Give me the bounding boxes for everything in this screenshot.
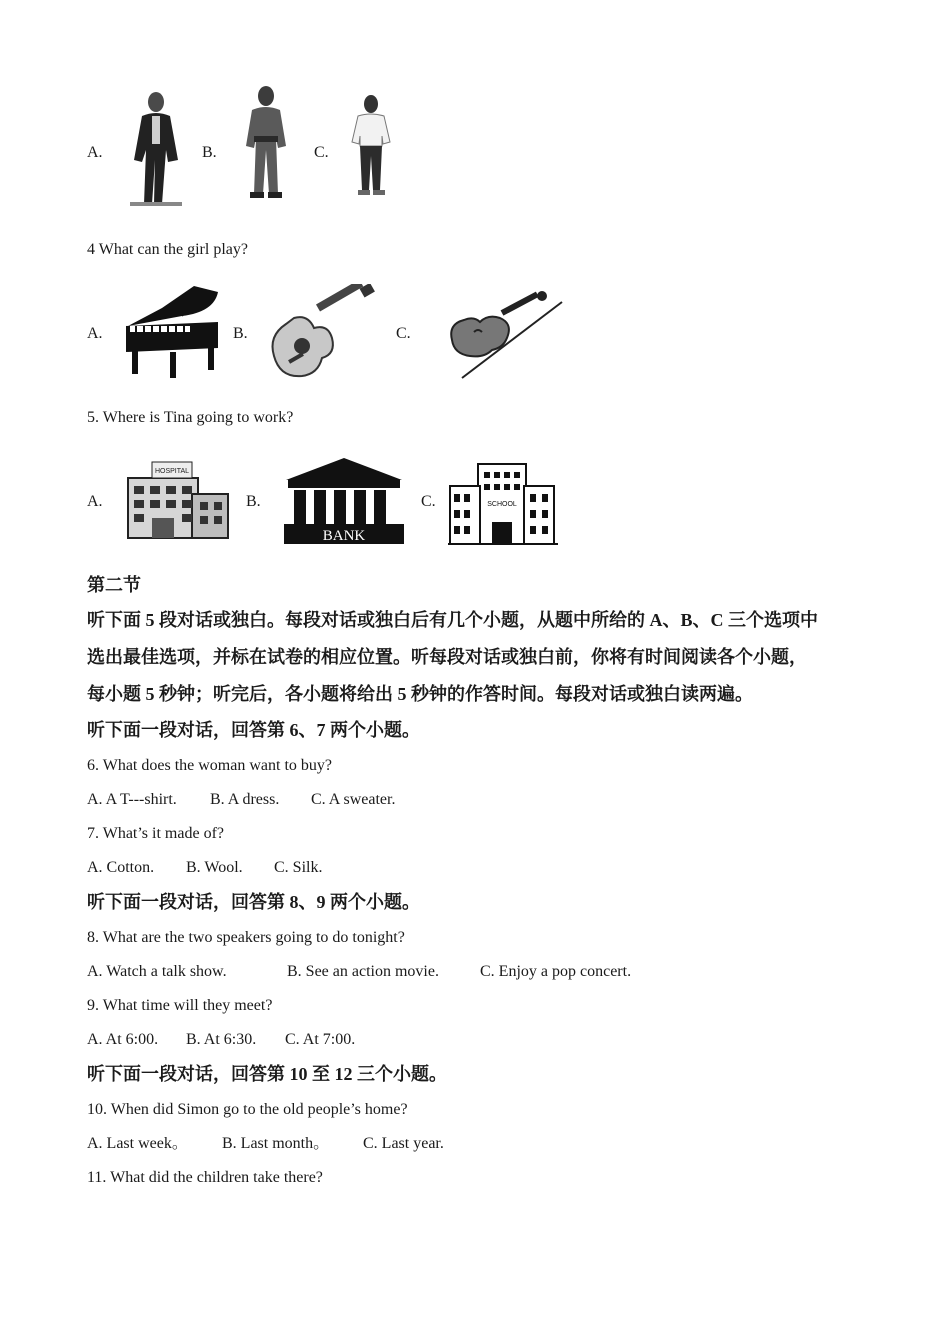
q8-option-c: C. Enjoy a pop concert. — [480, 963, 632, 980]
bank-sign: BANK — [322, 528, 366, 544]
q4-option-b-label: B. — [233, 325, 248, 342]
section2-title: 第二节 — [87, 575, 141, 595]
section2-instructions-line-2: 选出最佳选项，并标在试卷的相应位置。听每段对话或独白前，你将有时间阅读各个小题， — [87, 647, 807, 667]
q6-option-c: C. A sweater. — [311, 791, 396, 808]
q3-option-a-label: A. — [87, 144, 103, 161]
man-in-shirt-image — [236, 84, 296, 202]
hospital-image — [122, 458, 230, 542]
q6-option-a: A. A T---shirt. — [87, 791, 177, 808]
school-sign: SCHOOL — [487, 501, 517, 508]
q9-question: 9. What time will they meet? — [87, 997, 273, 1014]
q3-option-c-label: C. — [314, 144, 329, 161]
q10-option-b: B. Last month。 — [222, 1135, 330, 1152]
q8-option-b: B. See an action movie. — [287, 963, 439, 980]
violin-image — [444, 288, 566, 382]
dialogue-3-heading: 听下面一段对话，回答第 10 至 12 三个小题。 — [87, 1064, 447, 1084]
q9-option-c: C. At 7:00. — [285, 1031, 356, 1048]
q4-option-a-label: A. — [87, 325, 103, 342]
q7-question: 7. What’s it made of? — [87, 825, 224, 842]
q8-option-a: A. Watch a talk show. — [87, 963, 227, 980]
q9-option-b: B. At 6:30. — [186, 1031, 257, 1048]
section2-instructions-line-1: 听下面 5 段对话或独白。每段对话或独白后有几个小题，从题中所给的 A、B、C 三个选项中 — [87, 610, 818, 630]
boy-in-tshirt-image — [346, 94, 396, 204]
bank-image — [282, 456, 406, 546]
man-in-suit-image — [122, 90, 188, 208]
q5-option-b-label: B. — [246, 493, 261, 510]
dialogue-2-heading: 听下面一段对话，回答第 8、9 两个小题。 — [87, 892, 420, 912]
q10-option-a: A. Last week。 — [87, 1135, 188, 1152]
q5-option-a-label: A. — [87, 493, 103, 510]
hospital-sign: HOSPITAL — [154, 468, 190, 475]
q10-option-c: C. Last year. — [363, 1135, 444, 1152]
q4-question: 4 What can the girl play? — [87, 241, 248, 258]
q7-option-b: B. Wool. — [186, 859, 243, 876]
q10-question: 10. When did Simon go to the old people’s home? — [87, 1101, 408, 1118]
q11-question: 11. What did the children take there? — [87, 1169, 323, 1186]
piano-image — [122, 282, 222, 380]
guitar-image — [266, 284, 378, 380]
q8-question: 8. What are the two speakers going to do tonight? — [87, 929, 405, 946]
dialogue-1-heading: 听下面一段对话，回答第 6、7 两个小题。 — [87, 720, 420, 740]
q5-question: 5. Where is Tina going to work? — [87, 409, 294, 426]
school-image — [448, 460, 558, 546]
q5-option-c-label: C. — [421, 493, 436, 510]
q7-option-a: A. Cotton. — [87, 859, 155, 876]
q9-option-a: A. At 6:00. — [87, 1031, 159, 1048]
section2-instructions-line-3: 每小题 5 秒钟；听完后，各小题将给出 5 秒钟的作答时间。每段对话或独白读两遍。 — [87, 684, 753, 704]
q3-option-b-label: B. — [202, 144, 217, 161]
q7-option-c: C. Silk. — [274, 859, 323, 876]
q6-option-b: B. A dress. — [210, 791, 280, 808]
q6-question: 6. What does the woman want to buy? — [87, 757, 332, 774]
q4-option-c-label: C. — [396, 325, 411, 342]
